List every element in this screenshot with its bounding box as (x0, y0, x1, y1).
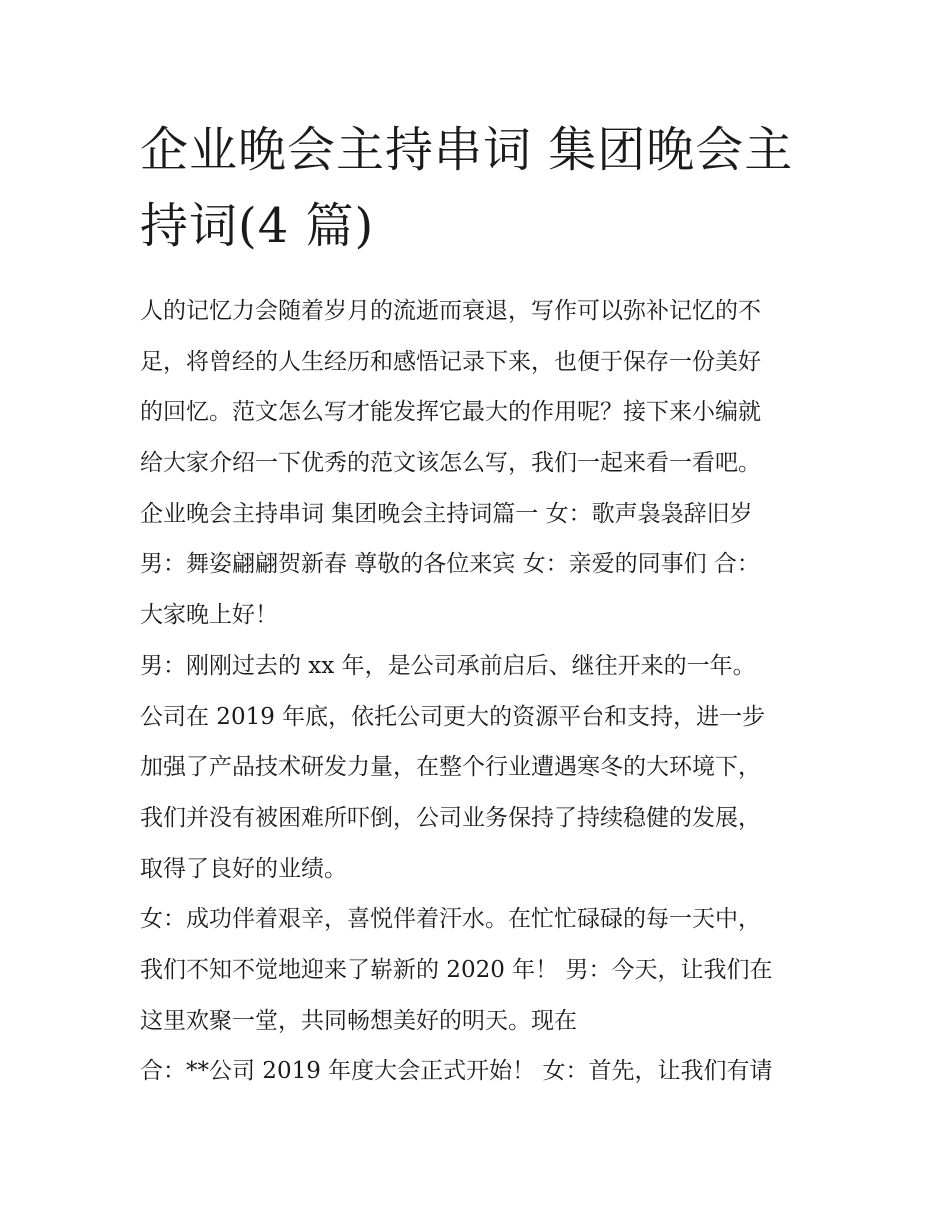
body-line: 的回忆。范文怎么写才能发挥它最大的作用呢？接下来小编就 (140, 399, 761, 426)
body-line: 企业晚会主持串词 集团晚会主持词篇一 女：歌声袅袅辞旧岁 (140, 500, 753, 527)
document-body (140, 286, 820, 1097)
document-title (140, 112, 820, 264)
body-line: 合：**公司 2019 年度大会正式开始！ 女：首先，让我们有请 (140, 1058, 773, 1085)
body-line: 足，将曾经的人生经历和感悟记录下来，也便于保存一份美好 (140, 348, 761, 375)
body-line: 取得了良好的业绩。 (140, 855, 347, 882)
body-line: 男：舞姿翩翩贺新春 尊敬的各位来宾 女：亲爱的同事们 合： (140, 551, 760, 578)
body-line: 加强了产品技术研发力量，在整个行业遭遇寒冬的大环境下， (140, 754, 761, 781)
body-line: 我们并没有被困难所吓倒，公司业务保持了持续稳健的发展， (140, 804, 761, 831)
title-line: 持词(4 篇) (140, 198, 375, 254)
title-line: 企业晚会主持串词 集团晚会主 (140, 122, 794, 178)
body-line: 公司在 2019 年底，依托公司更大的资源平台和支持，进一步 (140, 703, 766, 730)
document-page (140, 112, 820, 1097)
body-line: 给大家介绍一下优秀的范文该怎么写，我们一起来看一看吧。 (140, 450, 761, 477)
body-line: 人的记忆力会随着岁月的流逝而衰退，写作可以弥补记忆的不 (140, 298, 761, 324)
body-line: 女：成功伴着艰辛，喜悦伴着汗水。在忙忙碌碌的每一天中， (140, 906, 761, 933)
body-line: 这里欢聚一堂，共同畅想美好的明天。现在 (140, 1007, 577, 1034)
body-line: 男：刚刚过去的 xx 年，是公司承前启后、继往开来的一年。 (140, 652, 756, 679)
body-line: 大家晚上好！ (140, 602, 278, 629)
body-line: 我们不知不觉地迎来了崭新的 2020 年！ 男：今天，让我们在 (140, 956, 773, 983)
